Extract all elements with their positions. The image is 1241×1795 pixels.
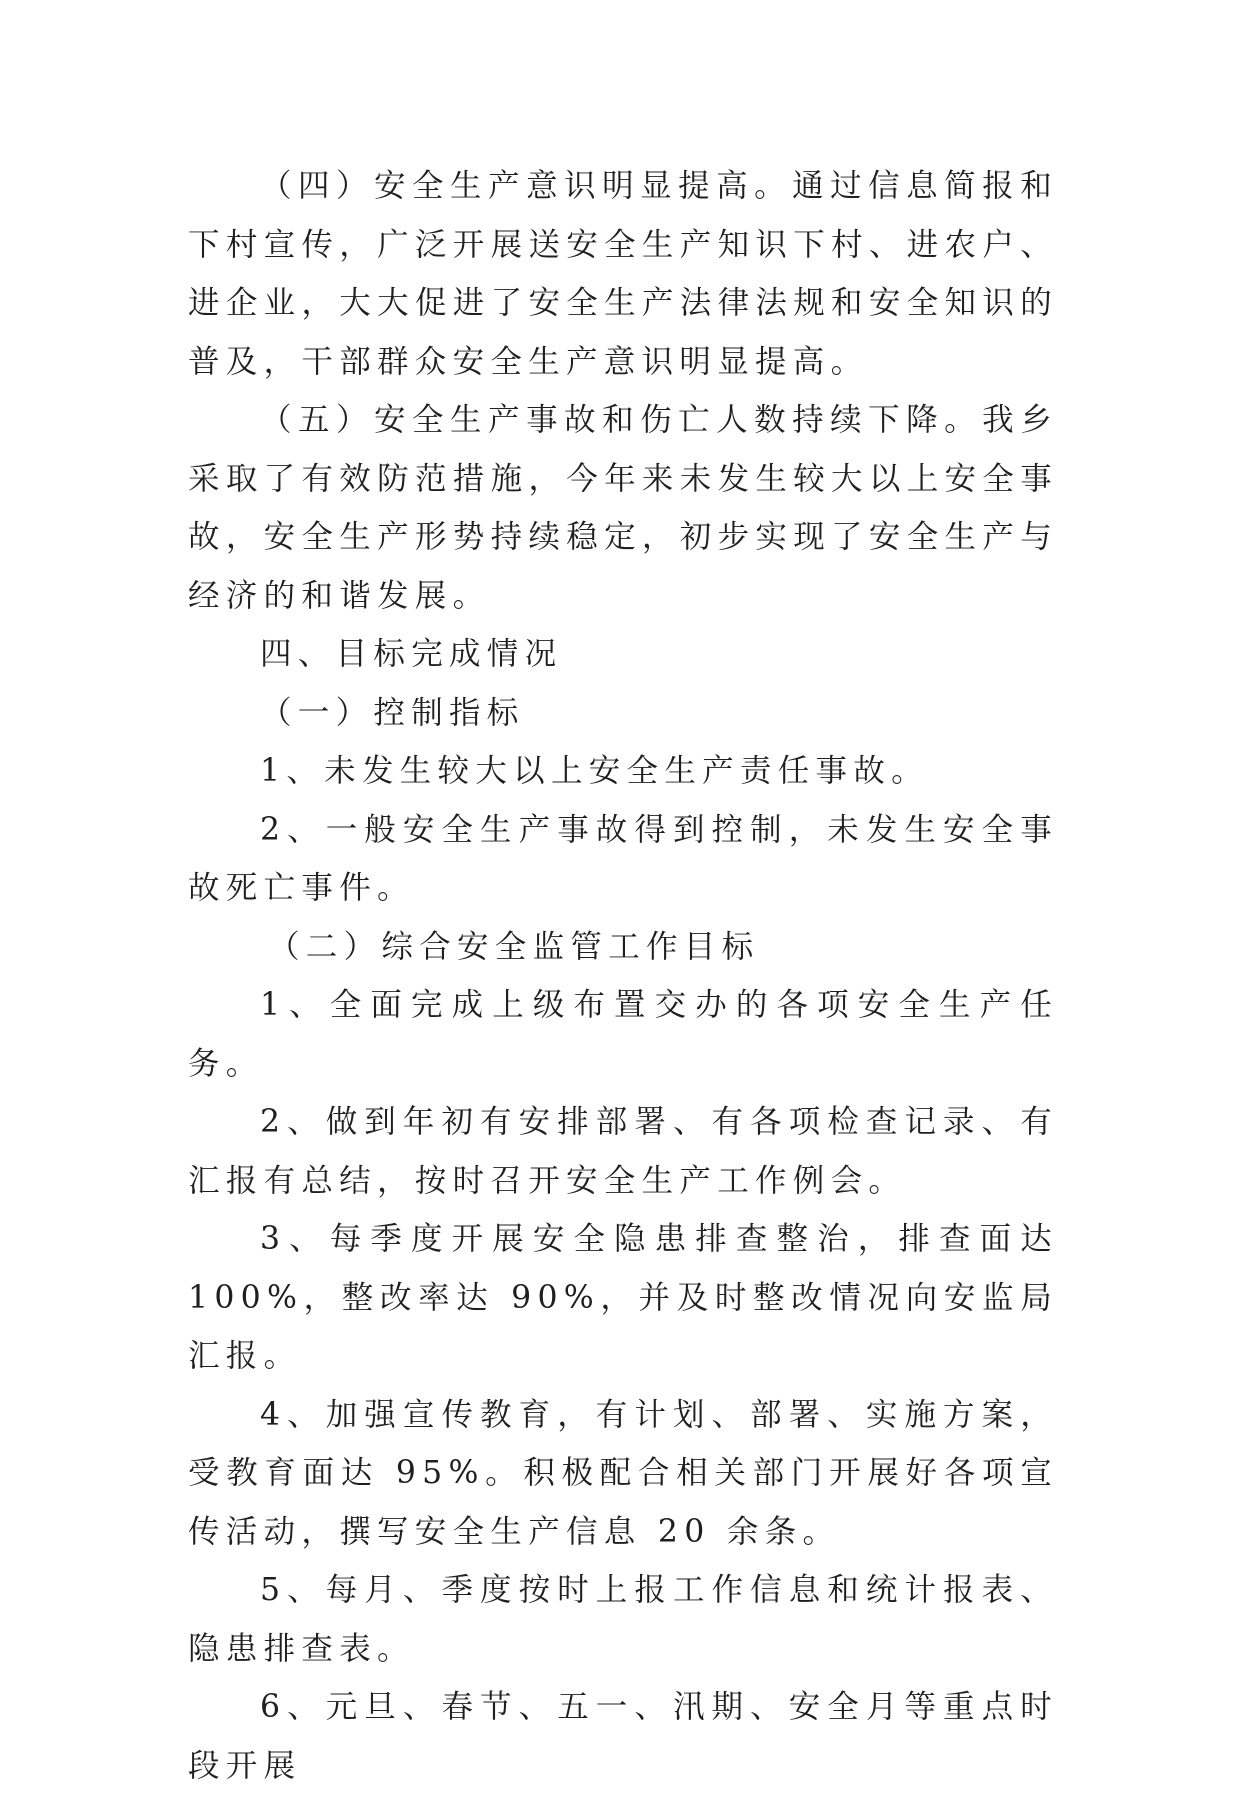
list-item-control-1: 1、未发生较大以上安全生产责任事故。 [260, 753, 929, 789]
document-body [188, 157, 1058, 1795]
list-item-control-2: 2、一般安全生产事故得到控制，未发生安全事故死亡事件。 [188, 811, 1058, 906]
subheading-supervision-goals: （二）综合安全监管工作目标 [268, 928, 760, 965]
section-heading-targets: 四、目标完成情况 [260, 636, 563, 672]
list-item-goal-6: 6、元旦、春节、五一、汛期、安全月等重点时段开展 [188, 1689, 1058, 1784]
paragraph-accident-decline: （五）安全生产事故和伤亡人数持续下降。我乡采取了有效防范措施，今年来未发生较大以上安全事故，安全生产形势持续稳定，初步实现了安全生产与经济的和谐发展。 [188, 402, 1058, 614]
list-item-goal-5: 5、每月、季度按时上报工作信息和统计报表、隐患排查表。 [188, 1572, 1058, 1667]
list-item-goal-2: 2、做到年初有安排部署、有各项检查记录、有汇报有总结，按时召开安全生产工作例会。 [188, 1104, 1058, 1199]
paragraph-safety-awareness: （四）安全生产意识明显提高。通过信息简报和下村宣传，广泛开展送安全生产知识下村、进农户、进企业，大大促进了安全生产法律法规和安全知识的普及，干部群众安全生产意识明显提高。 [188, 168, 1058, 380]
list-item-goal-1: 1、全面完成上级布置交办的各项安全生产任务。 [188, 987, 1058, 1082]
list-item-goal-4: 4、加强宣传教育，有计划、部署、实施方案，受教育面达 95%。积极配合相关部门开展好各项宣传活动，撰写安全生产信息 20 余条。 [188, 1396, 1058, 1550]
subheading-control-indicators: （一）控制指标 [260, 694, 525, 731]
list-item-goal-3: 3、每季度开展安全隐患排查整治，排查面达 100%，整改率达 90%，并及时整改情况向安监局汇报。 [188, 1221, 1058, 1374]
